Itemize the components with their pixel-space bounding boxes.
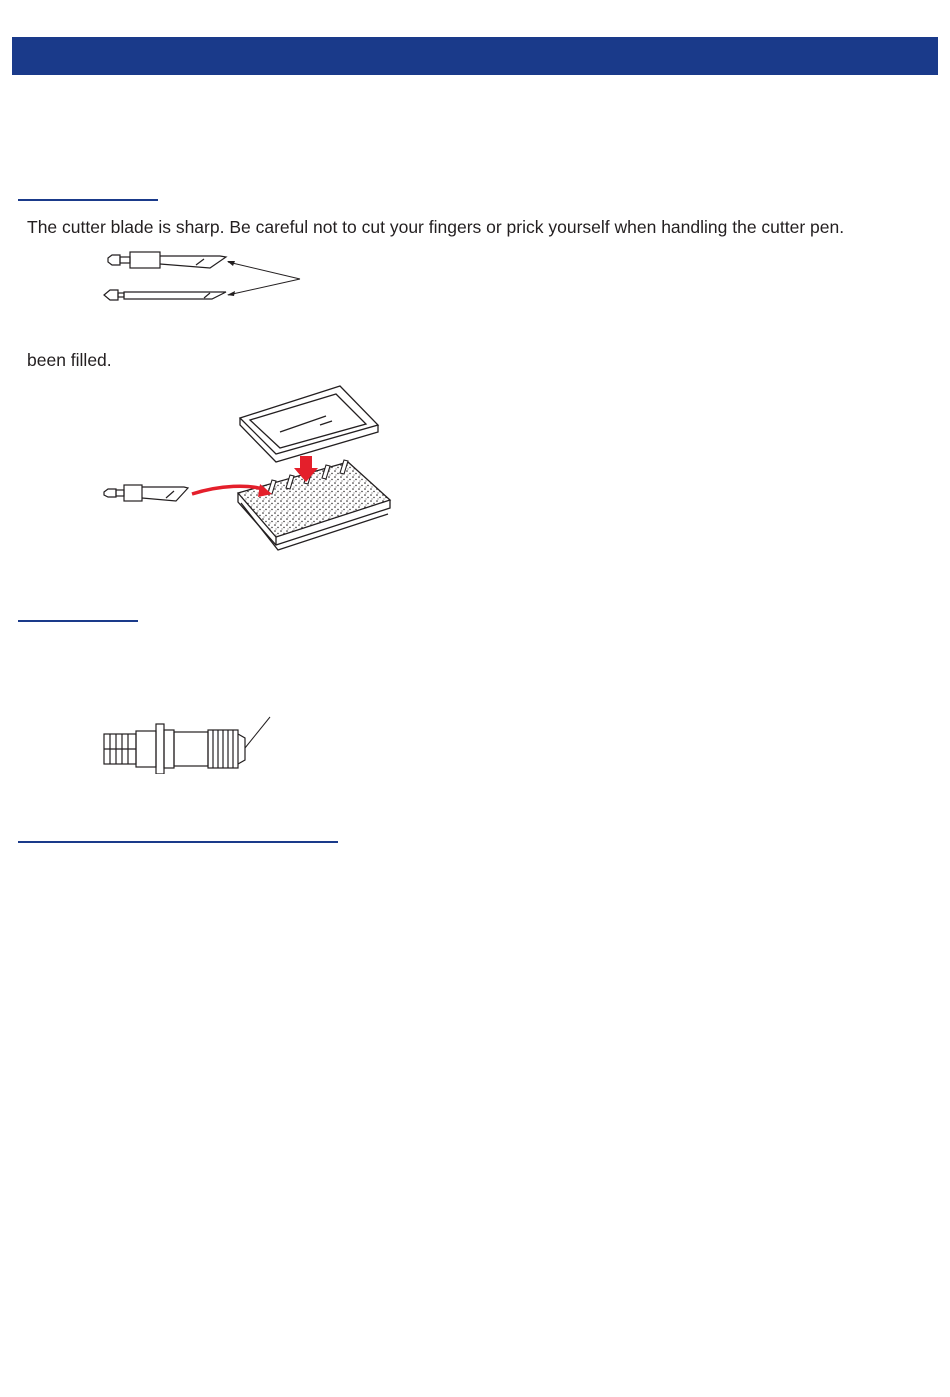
warning-text: The cutter blade is sharp. Be careful not to cut your fingers or prick yourself when handling the cutter pen. [27, 217, 845, 237]
cutter-pen-holder-illustration [100, 712, 280, 774]
section-rule-1 [18, 199, 158, 201]
blade-storage-illustration [100, 380, 400, 555]
section-rule-2 [18, 620, 138, 622]
section-rule-3 [18, 841, 338, 843]
header-bar [12, 37, 938, 75]
disposal-text: been filled. [27, 350, 112, 370]
cutter-blades-illustration [100, 248, 310, 308]
